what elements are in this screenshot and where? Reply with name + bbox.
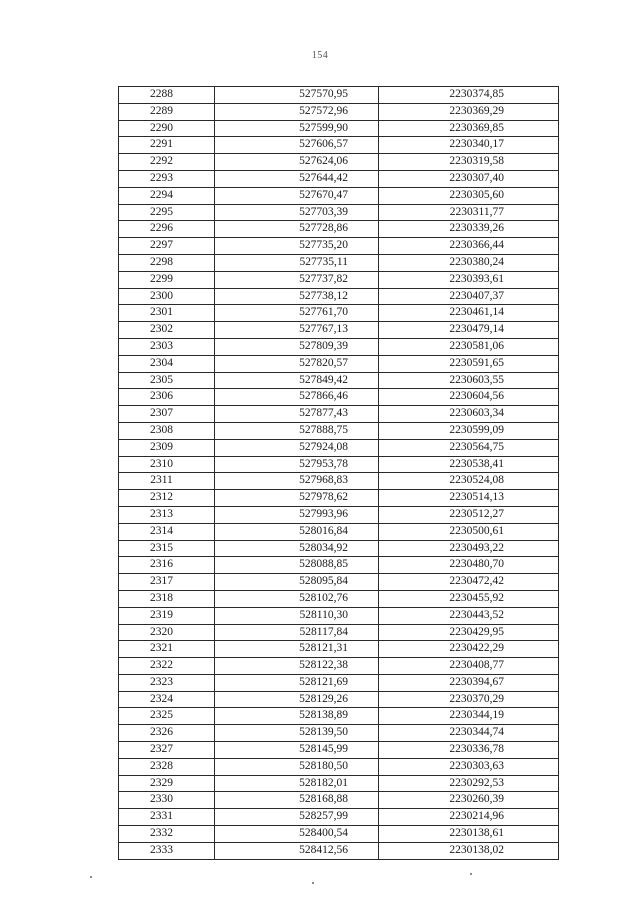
x-coordinate-cell: 527644,42 xyxy=(215,170,379,187)
table-row xyxy=(119,523,559,540)
x-coordinate-cell: 527735,20 xyxy=(215,238,379,255)
x-coordinate-cell: 527599,90 xyxy=(215,120,379,137)
x-coordinate-cell: 527924,08 xyxy=(215,439,379,456)
scan-speck xyxy=(470,873,472,875)
table-row xyxy=(119,742,559,759)
x-coordinate-cell: 527809,39 xyxy=(215,338,379,355)
table-row xyxy=(119,238,559,255)
point-number-cell: 2308 xyxy=(119,422,215,439)
point-number-cell: 2292 xyxy=(119,154,215,171)
y-coordinate-cell: 2230307,40 xyxy=(379,170,559,187)
y-coordinate-cell: 2230480,70 xyxy=(379,557,559,574)
table-row xyxy=(119,674,559,691)
x-coordinate-cell: 527953,78 xyxy=(215,456,379,473)
y-coordinate-cell: 2230369,29 xyxy=(379,103,559,120)
x-coordinate-cell: 527670,47 xyxy=(215,187,379,204)
x-coordinate-cell: 528110,30 xyxy=(215,607,379,624)
y-coordinate-cell: 2230393,61 xyxy=(379,271,559,288)
y-coordinate-cell: 2230366,44 xyxy=(379,238,559,255)
table-row xyxy=(119,338,559,355)
point-number-cell: 2310 xyxy=(119,456,215,473)
table-row xyxy=(119,691,559,708)
y-coordinate-cell: 2230514,13 xyxy=(379,490,559,507)
x-coordinate-cell: 527572,96 xyxy=(215,103,379,120)
x-coordinate-cell: 528016,84 xyxy=(215,523,379,540)
table-row xyxy=(119,658,559,675)
y-coordinate-cell: 2230422,29 xyxy=(379,641,559,658)
point-number-cell: 2303 xyxy=(119,338,215,355)
point-number-cell: 2317 xyxy=(119,574,215,591)
y-coordinate-cell: 2230370,29 xyxy=(379,691,559,708)
x-coordinate-cell: 528168,88 xyxy=(215,792,379,809)
point-number-cell: 2312 xyxy=(119,490,215,507)
x-coordinate-cell: 528412,56 xyxy=(215,842,379,859)
point-number-cell: 2323 xyxy=(119,674,215,691)
point-number-cell: 2326 xyxy=(119,725,215,742)
point-number-cell: 2304 xyxy=(119,355,215,372)
x-coordinate-cell: 527866,46 xyxy=(215,389,379,406)
x-coordinate-cell: 528095,84 xyxy=(215,574,379,591)
coordinates-table-body xyxy=(119,87,559,860)
table-row xyxy=(119,708,559,725)
y-coordinate-cell: 2230538,41 xyxy=(379,456,559,473)
y-coordinate-cell: 2230564,75 xyxy=(379,439,559,456)
point-number-cell: 2325 xyxy=(119,708,215,725)
table-row xyxy=(119,506,559,523)
y-coordinate-cell: 2230603,55 xyxy=(379,372,559,389)
table-row xyxy=(119,574,559,591)
x-coordinate-cell: 528138,89 xyxy=(215,708,379,725)
table-row xyxy=(119,288,559,305)
table-row xyxy=(119,305,559,322)
y-coordinate-cell: 2230319,58 xyxy=(379,154,559,171)
y-coordinate-cell: 2230604,56 xyxy=(379,389,559,406)
x-coordinate-cell: 527877,43 xyxy=(215,406,379,423)
y-coordinate-cell: 2230443,52 xyxy=(379,607,559,624)
point-number-cell: 2320 xyxy=(119,624,215,641)
y-coordinate-cell: 2230260,39 xyxy=(379,792,559,809)
x-coordinate-cell: 528102,76 xyxy=(215,590,379,607)
y-coordinate-cell: 2230591,65 xyxy=(379,355,559,372)
point-number-cell: 2302 xyxy=(119,322,215,339)
point-number-cell: 2300 xyxy=(119,288,215,305)
y-coordinate-cell: 2230303,63 xyxy=(379,758,559,775)
table-row xyxy=(119,120,559,137)
x-coordinate-cell: 527761,70 xyxy=(215,305,379,322)
x-coordinate-cell: 528182,01 xyxy=(215,775,379,792)
point-number-cell: 2290 xyxy=(119,120,215,137)
point-number-cell: 2330 xyxy=(119,792,215,809)
table-row xyxy=(119,557,559,574)
table-row xyxy=(119,372,559,389)
y-coordinate-cell: 2230472,42 xyxy=(379,574,559,591)
point-number-cell: 2299 xyxy=(119,271,215,288)
x-coordinate-cell: 528139,50 xyxy=(215,725,379,742)
y-coordinate-cell: 2230214,96 xyxy=(379,809,559,826)
point-number-cell: 2291 xyxy=(119,137,215,154)
y-coordinate-cell: 2230369,85 xyxy=(379,120,559,137)
x-coordinate-cell: 527849,42 xyxy=(215,372,379,389)
point-number-cell: 2301 xyxy=(119,305,215,322)
point-number-cell: 2318 xyxy=(119,590,215,607)
x-coordinate-cell: 527993,96 xyxy=(215,506,379,523)
x-coordinate-cell: 527703,39 xyxy=(215,204,379,221)
x-coordinate-cell: 528145,99 xyxy=(215,742,379,759)
point-number-cell: 2324 xyxy=(119,691,215,708)
point-number-cell: 2298 xyxy=(119,254,215,271)
table-row xyxy=(119,187,559,204)
table-row xyxy=(119,758,559,775)
y-coordinate-cell: 2230581,06 xyxy=(379,338,559,355)
point-number-cell: 2333 xyxy=(119,842,215,859)
y-coordinate-cell: 2230339,26 xyxy=(379,221,559,238)
x-coordinate-cell: 527888,75 xyxy=(215,422,379,439)
y-coordinate-cell: 2230374,85 xyxy=(379,87,559,104)
point-number-cell: 2296 xyxy=(119,221,215,238)
point-number-cell: 2329 xyxy=(119,775,215,792)
x-coordinate-cell: 527968,83 xyxy=(215,473,379,490)
y-coordinate-cell: 2230479,14 xyxy=(379,322,559,339)
point-number-cell: 2307 xyxy=(119,406,215,423)
y-coordinate-cell: 2230336,78 xyxy=(379,742,559,759)
point-number-cell: 2328 xyxy=(119,758,215,775)
x-coordinate-cell: 528180,50 xyxy=(215,758,379,775)
table-row xyxy=(119,221,559,238)
page-number: 154 xyxy=(311,50,329,61)
table-row xyxy=(119,254,559,271)
x-coordinate-cell: 527978,62 xyxy=(215,490,379,507)
y-coordinate-cell: 2230461,14 xyxy=(379,305,559,322)
point-number-cell: 2322 xyxy=(119,658,215,675)
y-coordinate-cell: 2230344,19 xyxy=(379,708,559,725)
table-row xyxy=(119,389,559,406)
y-coordinate-cell: 2230305,60 xyxy=(379,187,559,204)
point-number-cell: 2306 xyxy=(119,389,215,406)
table-row xyxy=(119,775,559,792)
table-row xyxy=(119,842,559,859)
table-row xyxy=(119,540,559,557)
y-coordinate-cell: 2230138,61 xyxy=(379,826,559,843)
table-row xyxy=(119,422,559,439)
x-coordinate-cell: 528121,69 xyxy=(215,674,379,691)
x-coordinate-cell: 527737,82 xyxy=(215,271,379,288)
x-coordinate-cell: 527735,11 xyxy=(215,254,379,271)
point-number-cell: 2315 xyxy=(119,540,215,557)
point-number-cell: 2313 xyxy=(119,506,215,523)
point-number-cell: 2331 xyxy=(119,809,215,826)
point-number-cell: 2293 xyxy=(119,170,215,187)
y-coordinate-cell: 2230394,67 xyxy=(379,674,559,691)
x-coordinate-cell: 528400,54 xyxy=(215,826,379,843)
y-coordinate-cell: 2230380,24 xyxy=(379,254,559,271)
point-number-cell: 2297 xyxy=(119,238,215,255)
point-number-cell: 2327 xyxy=(119,742,215,759)
table-row xyxy=(119,725,559,742)
table-row xyxy=(119,103,559,120)
table-row xyxy=(119,87,559,104)
table-row xyxy=(119,137,559,154)
table-row xyxy=(119,792,559,809)
y-coordinate-cell: 2230311,77 xyxy=(379,204,559,221)
point-number-cell: 2305 xyxy=(119,372,215,389)
table-row xyxy=(119,170,559,187)
point-number-cell: 2319 xyxy=(119,607,215,624)
table-row xyxy=(119,406,559,423)
y-coordinate-cell: 2230493,22 xyxy=(379,540,559,557)
point-number-cell: 2316 xyxy=(119,557,215,574)
x-coordinate-cell: 528121,31 xyxy=(215,641,379,658)
y-coordinate-cell: 2230340,17 xyxy=(379,137,559,154)
table-row xyxy=(119,624,559,641)
y-coordinate-cell: 2230407,37 xyxy=(379,288,559,305)
x-coordinate-cell: 527624,06 xyxy=(215,154,379,171)
table-row xyxy=(119,607,559,624)
y-coordinate-cell: 2230344,74 xyxy=(379,725,559,742)
x-coordinate-cell: 528122,38 xyxy=(215,658,379,675)
table-row xyxy=(119,473,559,490)
x-coordinate-cell: 527728,86 xyxy=(215,221,379,238)
x-coordinate-cell: 527570,95 xyxy=(215,87,379,104)
x-coordinate-cell: 528257,99 xyxy=(215,809,379,826)
point-number-cell: 2294 xyxy=(119,187,215,204)
table-row xyxy=(119,271,559,288)
table-row xyxy=(119,456,559,473)
x-coordinate-cell: 527738,12 xyxy=(215,288,379,305)
y-coordinate-cell: 2230512,27 xyxy=(379,506,559,523)
x-coordinate-cell: 528034,92 xyxy=(215,540,379,557)
table-row xyxy=(119,322,559,339)
coordinates-table xyxy=(118,86,559,860)
scan-speck xyxy=(312,882,314,884)
y-coordinate-cell: 2230500,61 xyxy=(379,523,559,540)
x-coordinate-cell: 527606,57 xyxy=(215,137,379,154)
y-coordinate-cell: 2230455,92 xyxy=(379,590,559,607)
point-number-cell: 2288 xyxy=(119,87,215,104)
scan-speck xyxy=(90,876,92,878)
table-row xyxy=(119,809,559,826)
point-number-cell: 2289 xyxy=(119,103,215,120)
x-coordinate-cell: 527820,57 xyxy=(215,355,379,372)
y-coordinate-cell: 2230524,08 xyxy=(379,473,559,490)
y-coordinate-cell: 2230429,95 xyxy=(379,624,559,641)
table-row xyxy=(119,355,559,372)
table-row xyxy=(119,204,559,221)
table-row xyxy=(119,826,559,843)
y-coordinate-cell: 2230292,53 xyxy=(379,775,559,792)
table-row xyxy=(119,490,559,507)
x-coordinate-cell: 528129,26 xyxy=(215,691,379,708)
point-number-cell: 2295 xyxy=(119,204,215,221)
table-row xyxy=(119,154,559,171)
table-row xyxy=(119,590,559,607)
x-coordinate-cell: 528088,85 xyxy=(215,557,379,574)
point-number-cell: 2311 xyxy=(119,473,215,490)
point-number-cell: 2321 xyxy=(119,641,215,658)
table-row xyxy=(119,641,559,658)
x-coordinate-cell: 527767,13 xyxy=(215,322,379,339)
y-coordinate-cell: 2230408,77 xyxy=(379,658,559,675)
x-coordinate-cell: 528117,84 xyxy=(215,624,379,641)
y-coordinate-cell: 2230603,34 xyxy=(379,406,559,423)
point-number-cell: 2309 xyxy=(119,439,215,456)
y-coordinate-cell: 2230599,09 xyxy=(379,422,559,439)
y-coordinate-cell: 2230138,02 xyxy=(379,842,559,859)
point-number-cell: 2332 xyxy=(119,826,215,843)
point-number-cell: 2314 xyxy=(119,523,215,540)
table-row xyxy=(119,439,559,456)
